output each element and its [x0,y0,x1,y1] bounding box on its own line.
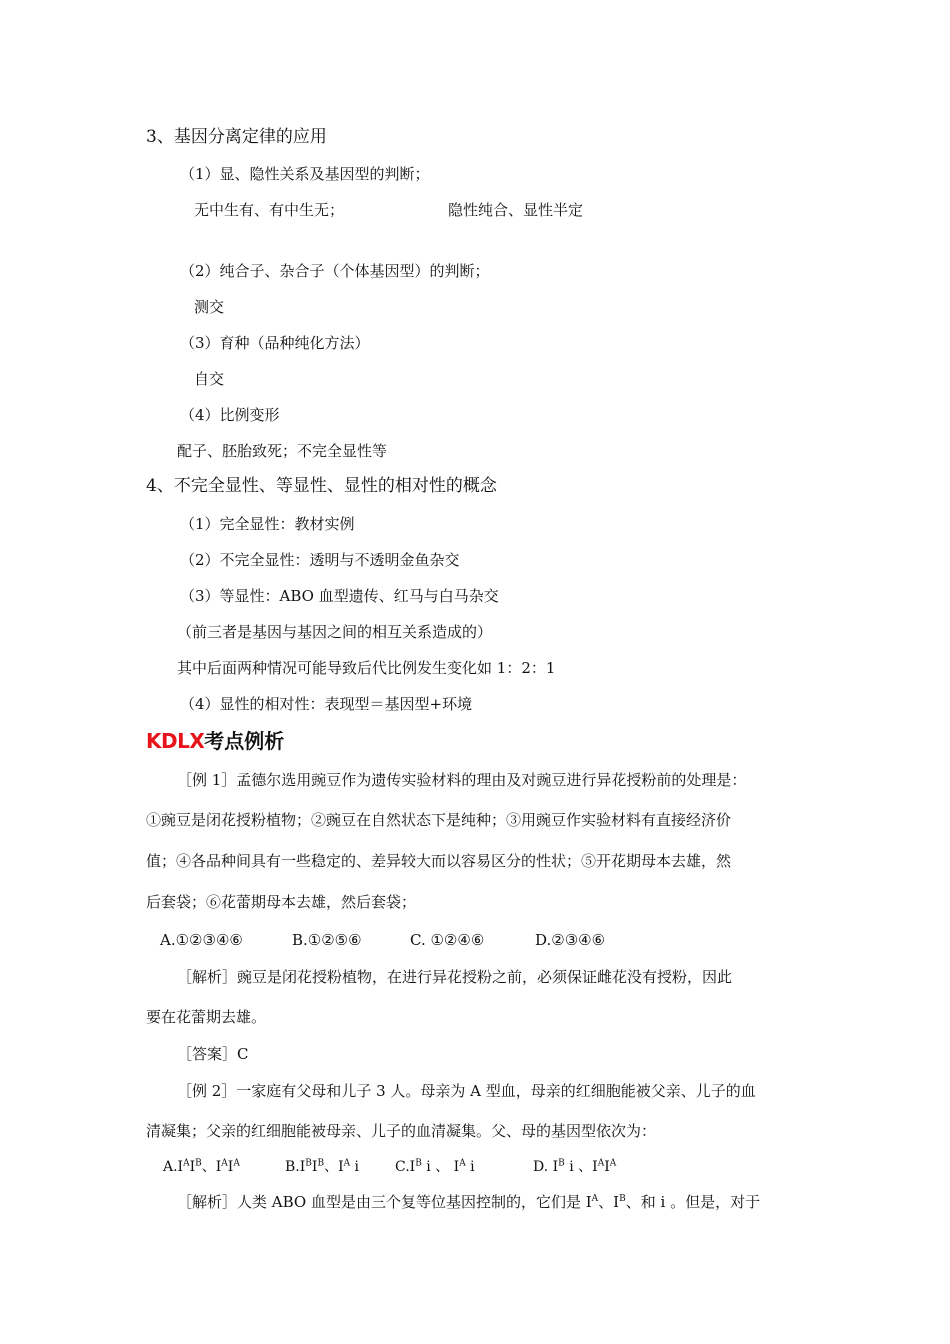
example-2-option-d: D. $I^B$ i 、$I^AI^A$ [533,1158,617,1175]
example-1-option-b: B.①②⑤⑥ [292,931,362,949]
example-2-option-c: $C.I^B$ i 、 $I^A$ i [395,1158,475,1175]
example-1-analysis-2: 要在花蕾期去雄。 [146,1008,267,1026]
section-4-item-4: （4）显性的相对性：表现型＝基因型+环境 [180,695,473,713]
option-a-prefix: A.I [163,1159,184,1175]
example-1-line-4: 后套袋；⑥花蕾期母本去雄，然后套袋； [146,893,417,911]
section-3-item-3: （3）育种（品种纯化方法） [180,334,370,352]
section-3-item-3-a: 自交 [194,370,225,388]
section-4-item-2: （2）不完全显性：透明与不透明金鱼杂交 [180,551,460,569]
section-3-item-2: （2）纯合子、杂合子（个体基因型）的判断； [180,262,490,280]
example-2-option-b: $B.I^BI^B$、$I^A$ i [285,1158,360,1175]
example-1-option-d: D.②③④⑥ [535,931,606,949]
section-4-item-3: （3）等显性：ABO 血型遗传、红马与白马杂交 [180,587,499,605]
example-1-line-2: ①豌豆是闭花授粉植物；②豌豆在自然状态下是纯种；③用豌豆作实验材料有直接经济价 [146,811,732,829]
section-3-item-1-b: 隐性纯合、显性半定 [448,201,584,219]
example-1-line-1: ［例 1］孟德尔选用豌豆作为遗传实验材料的理由及对豌豆进行异花授粉前的处理是： [177,771,747,789]
example-1-line-3: 值；④各品种间具有一些稳定的、差异较大而以容易区分的性状；⑤开花期母本去雄，然 [146,852,732,870]
section-4-note-2: 其中后面两种情况可能导致后代比例发生变化如 1：2：1 [177,659,556,677]
section-title-text: 考点例析 [204,729,285,753]
example-1-option-c: C. ①②④⑥ [410,931,485,949]
section-brand: KDLX [146,729,205,753]
option-c-prefix: C.I [395,1159,416,1175]
option-d-prefix: D. I [533,1159,559,1175]
section-4-note-1: （前三者是基因与基因之间的相互关系造成的） [177,623,493,641]
section-title [146,728,284,756]
example-2-line-2: 清凝集；父亲的红细胞能被母亲、儿子的血清凝集。父、母的基因型依次为： [146,1122,657,1140]
section-3-item-4-a: 配子、胚胎致死；不完全显性等 [177,442,388,460]
example-2-line-1: ［例 2］一家庭有父母和儿子 3 人。母亲为 A 型血，母亲的红细胞能被父亲、儿子的血 [177,1082,756,1100]
example-1-option-a: A.①②③④⑥ [160,931,243,949]
section-3-item-2-a: 测交 [194,298,225,316]
section-3-item-1: （1）显、隐性关系及基因型的判断； [180,165,430,183]
option-b-prefix: B.I [285,1159,306,1175]
section-3-item-4: （4）比例变形 [180,406,280,424]
section-3-item-1-a: 无中生有、有中生无； [194,201,345,219]
section-4-item-1: （1）完全显性：教材实例 [180,515,355,533]
section-3-heading: 3、基因分离定律的应用 [146,127,327,147]
example-1-analysis-1: ［解析］豌豆是闭花授粉植物，在进行异花授粉之前，必须保证雌花没有授粉，因此 [177,968,733,986]
example-2-analysis: ［解析］人类 ABO 血型是由三个复等位基因控制的，它们是 $I^A$、$I^B$、和 i 。但是，对于 [177,1193,761,1211]
example-1-answer: ［答案］C [177,1045,249,1063]
example-2-option-a: $A.I^AI^B$、$I^AI^A$ [163,1158,240,1175]
section-4-heading: 4、不完全显性、等显性、显性的相对性的概念 [146,476,497,496]
